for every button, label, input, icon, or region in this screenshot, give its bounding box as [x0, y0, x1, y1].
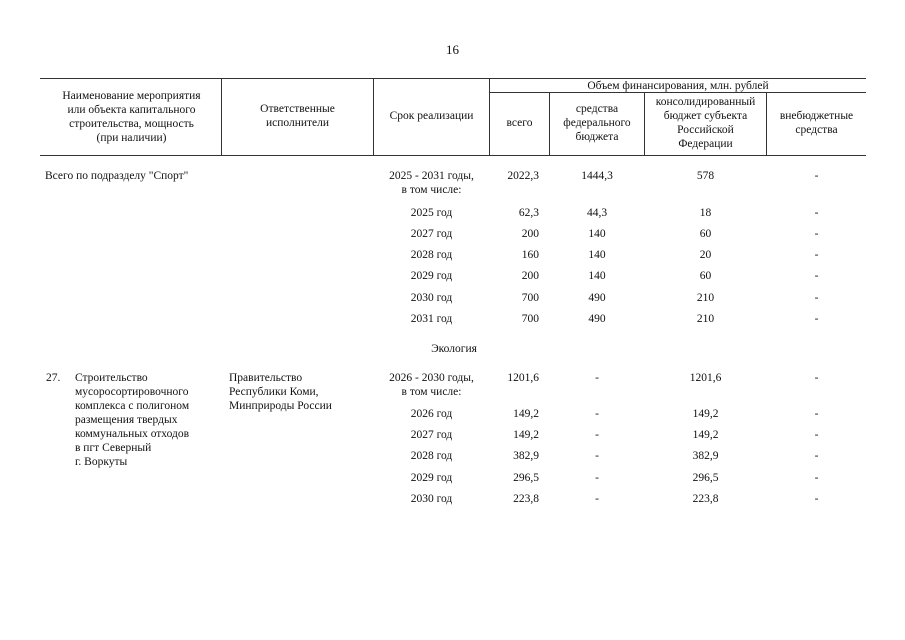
- table-header-bottom-rule: [40, 155, 866, 156]
- section-title-ecology: Экология: [431, 343, 477, 355]
- page-number: 16: [446, 42, 459, 57]
- header-total-column: всего: [506, 117, 533, 129]
- item-number: 27.: [46, 372, 61, 384]
- header-funding-group: Объем финансирования, млн. рублей: [587, 80, 769, 92]
- header-period-column: Срок реализации: [389, 110, 474, 122]
- sport-summary-label: Всего по подразделу "Спорт": [45, 170, 189, 182]
